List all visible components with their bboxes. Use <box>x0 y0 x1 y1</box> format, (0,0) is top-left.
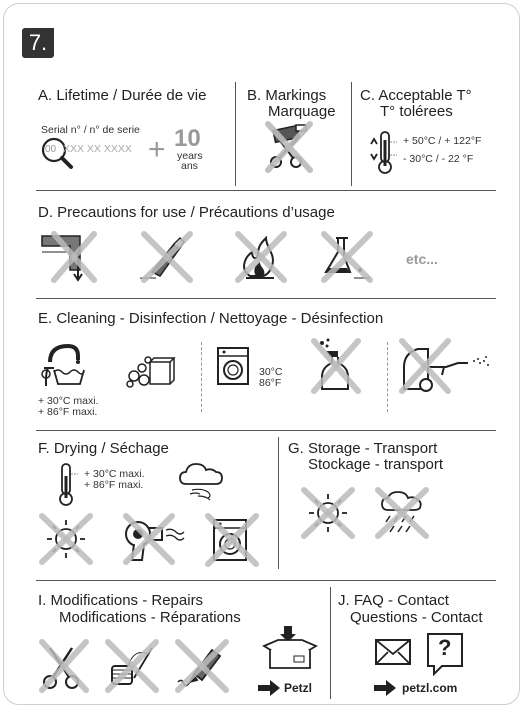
hand-wash-temp-f: + 86°F maxi. <box>38 406 98 418</box>
divider-row2 <box>36 298 496 299</box>
plus-sign: + <box>148 133 166 166</box>
machine-wash-temp-c: 30°C <box>259 366 283 378</box>
sharp-edge-crossed-icon <box>40 232 96 282</box>
section-g-title-line2: Stockage - transport <box>308 456 444 473</box>
serial-digits: 00 <box>45 144 57 155</box>
hand-wash-temp-c: + 30°C maxi. <box>38 395 99 407</box>
washing-machine-icon <box>216 346 252 388</box>
pressure-washer-crossed-icon <box>398 337 498 395</box>
dashed-separator-e1 <box>201 342 202 412</box>
instruction-card <box>3 3 520 705</box>
section-g-title-line1: G. Storage - Transport <box>288 440 438 457</box>
section-c-title-line2: T° tolérees <box>380 103 453 120</box>
divider-row4 <box>36 580 496 581</box>
divider-row1 <box>36 190 496 191</box>
fire-crossed-icon <box>232 232 288 282</box>
arrow-right-icon-petzl <box>258 680 280 696</box>
section-b-title-line2: Marquage <box>268 103 336 120</box>
drying-temp-f: + 86°F maxi. <box>84 479 144 491</box>
hair-dryer-crossed-icon <box>122 512 188 566</box>
envelope-icon <box>374 638 414 666</box>
engraving-tool-crossed-icon <box>266 122 314 174</box>
thermometer-icon <box>367 130 401 176</box>
serial-mask: XXX XX XXXX <box>63 143 132 155</box>
drying-thermometer-icon <box>56 462 80 508</box>
years-number: 10 <box>174 125 201 152</box>
machine-wash-temp-f: 86°F <box>259 377 282 389</box>
section-b-title-line1: B. Markings <box>247 87 327 104</box>
divider-a-b <box>235 82 236 186</box>
dashed-separator-e2 <box>387 342 388 412</box>
wind-cloud-icon <box>178 460 228 504</box>
cutter-knife-crossed-icon <box>138 232 194 282</box>
section-d-title: D. Precautions for use / Précautions d’usage <box>38 204 335 221</box>
serial-label: Serial n° / n° de serie <box>41 124 140 136</box>
sun-drying-crossed-icon <box>38 512 94 566</box>
section-c-title-line1: C. Acceptable T° <box>360 87 472 104</box>
min-temperature: - 30°C / - 22 °F <box>403 153 474 165</box>
chemical-flask-crossed-icon <box>318 232 374 282</box>
section-f-title: F. Drying / Séchage <box>38 440 169 457</box>
hand-wash-icon <box>40 340 92 390</box>
section-j-title-line1: J. FAQ - Contact <box>338 592 449 609</box>
scissors-crossed-icon <box>38 638 90 694</box>
etc-label: etc... <box>406 251 438 267</box>
section-e-title: E. Cleaning - Disinfection / Nettoyage - Désinfection <box>38 310 384 327</box>
max-temperature: + 50°C / + 122°F <box>403 135 482 147</box>
soap-sponge-icon <box>124 354 174 390</box>
return-box-icon <box>256 624 322 672</box>
years-fr: ans <box>181 160 198 172</box>
tumble-dryer-crossed-icon <box>204 512 260 568</box>
section-a-title: A. Lifetime / Durée de vie <box>38 87 207 104</box>
petzl-link[interactable]: Petzl <box>284 681 313 695</box>
section-j-title-line2: Questions - Contact <box>350 609 483 626</box>
section-i-title-line2: Modifications - Réparations <box>59 609 241 626</box>
divider-f-g <box>278 437 279 569</box>
spray-bottle-crossed-icon <box>310 337 362 395</box>
divider-row3 <box>36 430 496 431</box>
drying-temp-c: + 30°C maxi. <box>84 468 145 480</box>
years-en: years <box>177 150 203 162</box>
step-number-badge: 7. <box>22 28 54 58</box>
question-mark: ? <box>438 635 452 660</box>
sun-storage-crossed-icon <box>300 486 356 540</box>
needle-thread-crossed-icon <box>104 638 160 694</box>
arrow-right-icon-petzl-com <box>374 680 396 696</box>
petzl-com-link[interactable]: petzl.com <box>402 681 458 695</box>
section-i-title-line1: I. Modifications - Repairs <box>38 592 204 609</box>
marker-pen-crossed-icon <box>174 638 230 694</box>
divider-b-c <box>351 82 352 186</box>
divider-i-j <box>330 587 331 699</box>
rain-crossed-icon <box>374 486 430 540</box>
